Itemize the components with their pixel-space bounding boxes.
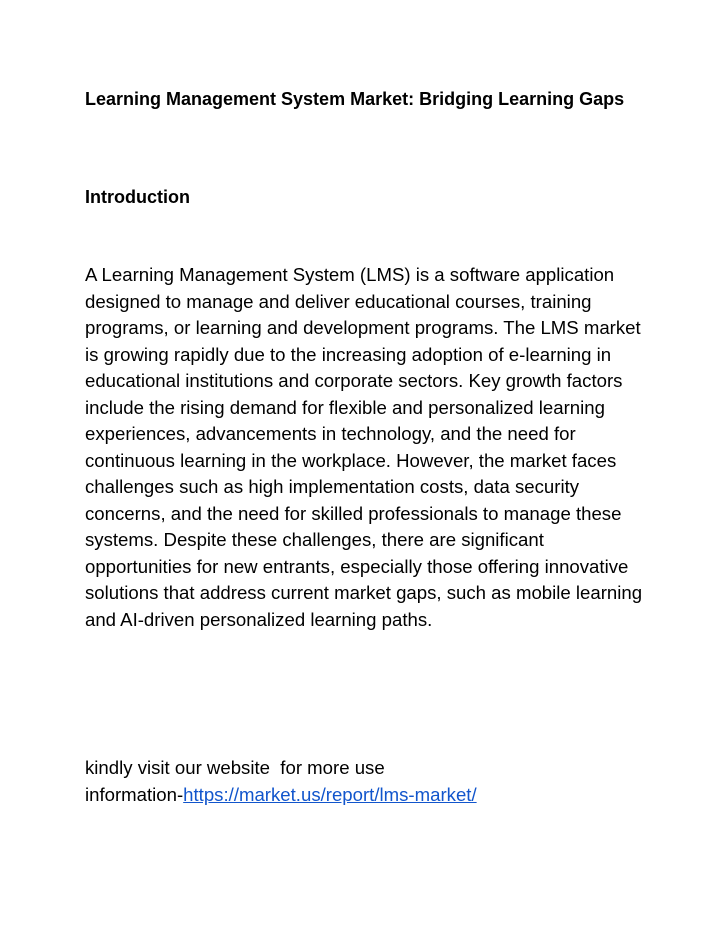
section-heading-introduction: Introduction [85, 187, 190, 207]
website-note-line: kindly visit our website for more use [85, 757, 385, 778]
introduction-paragraph: A Learning Management System (LMS) is a software application designed to manage and deliver educational courses, training programs, or learning and development programs. The LMS market is growing rapidly due to the increasing adoption of e-learning in educational institutions and corporate sectors. Key growth factors include the rising demand for flexible and personalized learning experiences, advancements in technology, and the need for continuous learning in the workplace. However, the market faces challenges such as high implementation costs, data security concerns, and the need for skilled professionals to manage these systems. Despite these challenges, there are significant opportunities for new entrants, especially those offering innovative solutions that address current market gaps, such as mobile learning and AI-driven personalized learning paths. [85, 264, 643, 630]
website-note-prefix: information- [85, 783, 184, 805]
document-title: Learning Management System Market: Bridging Learning Gaps [85, 89, 625, 109]
website-link[interactable]: https://market.us/report/lms-market/ [183, 783, 477, 805]
website-note [85, 755, 645, 808]
